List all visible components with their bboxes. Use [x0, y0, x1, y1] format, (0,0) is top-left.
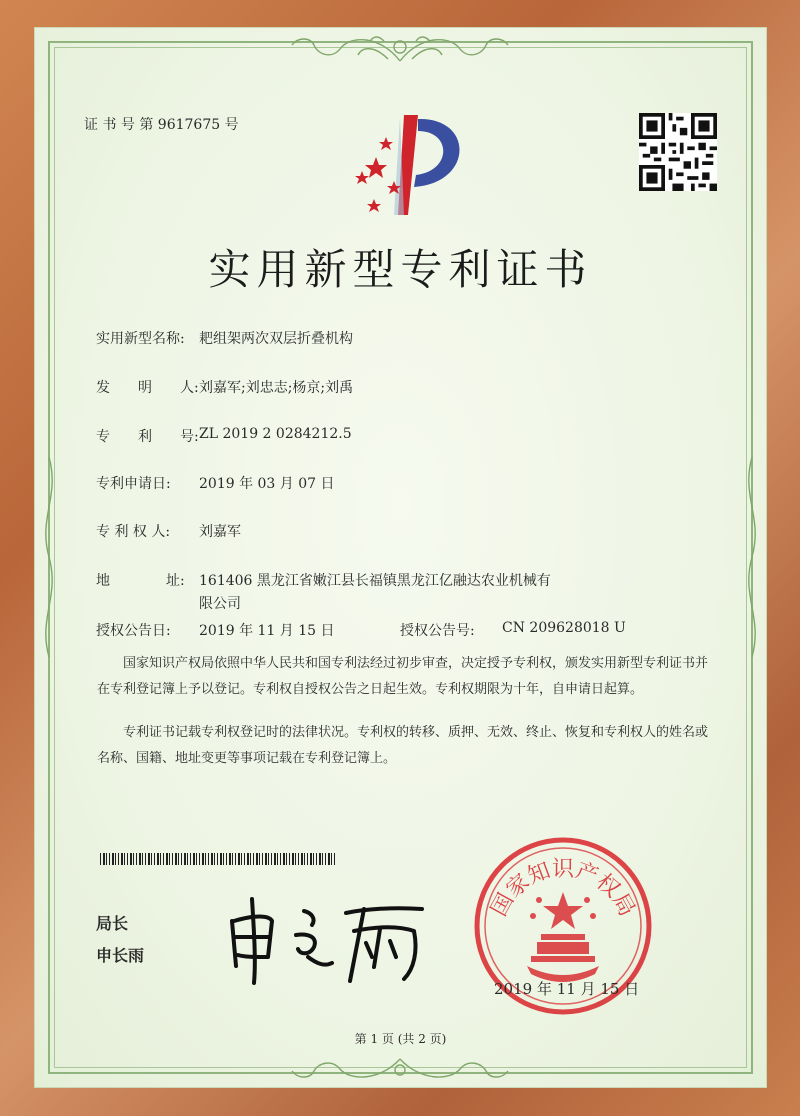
grant-date-label: 授权公告日:	[96, 623, 171, 639]
director-name: 申长雨	[96, 946, 145, 965]
page-info: 第 1 页 (共 2 页)	[354, 1032, 447, 1046]
holder-value: 刘嘉军	[199, 524, 241, 540]
seal-date: 2019 年 11 月 15 日	[494, 980, 640, 998]
cnipa-logo-icon	[334, 105, 464, 225]
grant-statement-paragraph: 国家知识产权局依照中华人民共和国专利法经过初步审查，决定授予专利权，颁发实用新型专利证书并在专利登记簿上予以登记。专利权自授权公告之日起生效。专利权期限为十年，自申请日起算。	[97, 656, 709, 697]
certificate-paper	[34, 27, 767, 1088]
certificate-number: 证 书 号 第 9617675 号	[84, 117, 239, 133]
left-ornament-icon	[38, 457, 60, 657]
address-label: 地 址:	[96, 573, 185, 589]
holder-label: 专 利 权 人:	[96, 524, 171, 540]
name-value: 耙组架两次双层折叠机构	[199, 331, 353, 347]
director-title: 局长	[96, 914, 129, 933]
top-ornament-icon	[270, 31, 530, 65]
name-label: 实用新型名称:	[96, 331, 185, 347]
inventor-label: 发 明 人:	[96, 380, 199, 396]
signature-icon	[224, 891, 434, 986]
certificate-title: 实用新型专利证书	[208, 245, 593, 294]
grant-number-value: CN 209628018 U	[502, 620, 626, 636]
address-value-line1: 161406 黑龙江省嫩江县长福镇黑龙江亿融达农业机械有	[199, 573, 551, 589]
bottom-ornament-icon	[270, 1055, 530, 1085]
inventor-value: 刘嘉军;刘忠志;杨京;刘禹	[199, 380, 354, 396]
patent-number-value: ZL 2019 2 0284212.5	[199, 426, 352, 442]
grant-number-label: 授权公告号:	[400, 623, 475, 639]
address-value-line2: 限公司	[199, 596, 241, 612]
apply-date-label: 专利申请日:	[96, 476, 171, 492]
patent-number-label: 专 利 号:	[96, 429, 199, 445]
right-ornament-icon	[741, 457, 763, 657]
qr-code-icon	[639, 113, 717, 191]
grant-date-value: 2019 年 11 月 15 日	[199, 623, 335, 639]
apply-date-value: 2019 年 03 月 07 日	[199, 476, 335, 492]
barcode-icon	[100, 853, 335, 865]
legal-status-paragraph: 专利证书记载专利权登记时的法律状况。专利权的转移、质押、无效、终止、恢复和专利权人的姓名或名称、国籍、地址变更等事项记载在专利登记簿上。	[97, 725, 709, 766]
seal-text: 国家知识产权局	[486, 857, 640, 921]
